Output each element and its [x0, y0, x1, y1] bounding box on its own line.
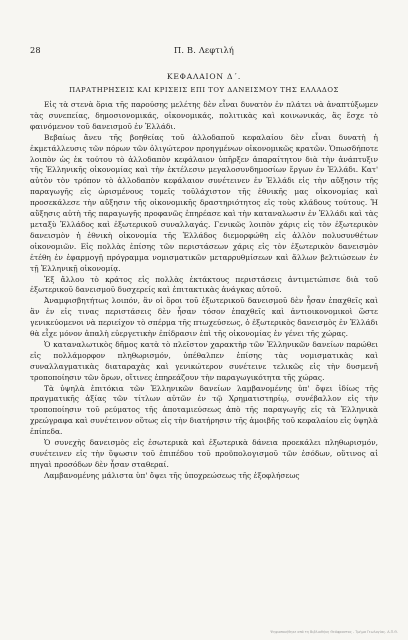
paragraph-4: Ἀναμφισβητήτως λοιπόν, ἂν οἱ ὅροι τοῦ ἐξωτερικοῦ δανεισμοῦ δὲν ἦσαν ἐπαχθεῖς καὶ ἂν ἐν εἰς τινας περιστάσεις δὲν ἦσαν τόσον ἐπαχθεῖς καὶ ἀντιοικονομικοὶ ὥστε γενικεύομενοι νὰ περιείχον τὸ σπέρμα τῆς πτωχεύσεως, ὁ ἐξωτερικὸς δανεισμὸς ἐν Ἑλλάδι θὰ εἶχε μόνον ἀπαλὴ εὐεργετικὴν ἐπίδρασιν ἐπὶ τῆς οἰκονομίας ἐν γένει τῆς χώρας.: [30, 296, 378, 339]
page-number: 28: [30, 45, 41, 55]
chapter-title: ΠΑΡΑΤΗΡΗΣΕΙΣ ΚΑΙ ΚΡΙΣΕΙΣ ΕΠΙ ΤΟΥ ΔΑΝΕΙΣΜΟΥ ΤΗΣ ΕΛΛΑΔΟΣ: [69, 86, 339, 94]
paragraph-7: Ὁ συνεχὴς δανεισμὸς εἰς ἐσωτερικὰ καὶ ἐξωτερικὰ δάνεια προεκάλει πληθωρισμόν, συνέτεινεν εἰς τὴν ὕψωσιν τοῦ ἐπιπέδου τοῦ προϋπολογισμοῦ τῶν ἐσόδων, οὕτινος αἱ πηγαὶ προσόδων δὲν ἦσαν σταθεραί.: [30, 438, 378, 469]
digitization-mark: Ψηφιοποιήθηκε από τη Βιβλιοθήκη Θεόφραστος - Τμήμα Γεωλογίας. Α.Π.Θ.: [270, 630, 398, 634]
paragraph-5: Ὁ καταναλωτικὸς δῆμος κατὰ τὸ πλεῖστον χαρακτὴρ τῶν Ἑλληνικῶν δανείων παρώθει εἰς πολλάμορφον πληθωρισμόν, ὑπέθαλπεν ἐπίσης τὰς νομισματικὰς καὶ συναλλαγματικὰς διαταραχὰς καὶ γενικώτερον συνέτεινε τελικῶς εἰς τὴν δυσμενῆ τροποποίησιν τῶν ὅρων, οἵτινες ἐπηρεάζουν τὴν παραγωγικότητα τῆς χώρας.: [30, 339, 378, 382]
chapter-heading: ΚΕΦΑΛΑΙΟΝ Δ΄.: [166, 72, 242, 81]
paragraph-6: Τὰ ὑψηλὰ ἐπιτόκια τῶν Ἑλληνικῶν δανείων λαμβανομένης ὑπ' ὄψει ἰδίως τῆς πραγματικῆς ἀξίας τῶν τίτλων αὐτῶν ἐν τῷ Χρηματιστηρίῳ, συνέβαλλον εἰς τὴν τροποποίησιν τοῦ ρεύματος τῆς ἀποταμιεύσεως ἀπὸ τῆς παραγωγῆς εἰς τὰ Ἑλληνικὰ χρεώγραφα καὶ συνέτεινον οὕτως εἰς τὴν διατήρησιν τῆς ἀμοιβῆς τοῦ κεφαλαίου εἰς ὑψηλὰ ἐπίπεδα.: [30, 383, 378, 437]
running-head: [30, 45, 378, 59]
paragraph-3: Ἐξ ἄλλου τὸ κράτος εἰς πολλὰς ἐκτάκτους περιστάσεις ἀντιμετώπισε διὰ τοῦ ἐξωτερικοῦ δανεισμοῦ δυσχερείς καὶ ἐπιτακτικὰς ἀνάγκας αὐτοῦ.: [30, 274, 378, 295]
paragraph-1: Εἰς τὰ στενὰ ὅρια τῆς παρούσης μελέτης δὲν εἶναι δυνατὸν ἐν πλάτει νὰ ἀναπτύξωμεν τὰς συνεπείας, δημοσιονομικάς, οἰκονομικάς, πολιτικὰς καὶ κοινωνικάς, ἃς ἔσχε τὸ φαινόμενον τοῦ δανεισμοῦ ἐν Ἑλλάδι.: [30, 100, 378, 131]
body-text: [30, 100, 378, 482]
running-title: Π. Β. Λεφτιλή: [174, 45, 234, 55]
paragraph-2: Βεβαίως ἄνευ τῆς βοηθείας τοῦ ἀλλοδαποῦ κεφαλαίου δὲν εἶναι δυνατὴ ἡ ἐκμετάλλευσις τῶν πόρων τῶν ὀλιγώτερον προηγμένων οἰκονομικῶς κρατῶν. Ὁπωσδήποτε λοιπὸν ὡς ἐκ τούτου τὸ ἀλλοδαπὸν κεφάλαιον ὑπῆρξεν ἀπαραίτητον διὰ τὴν ἀνάπτυξιν τῆς Ἑλληνικῆς οἰκονομίας καὶ τὴν ἐκτέλεσιν μεγαλοσυνδημοσίων ἔργων ἐν Ἑλλάδι. Κατ' αὐτὸν τὸν τρόπον τὸ ἀλλοδαπὸν κεφάλαιον συνέτεινεν ἐν Ἑλλάδι εἰς τὴν αὔξησιν τῆς παραγωγῆς εἰς ὡρισμένους τομεῖς τοῦλάχιστον τῆς ἐθνικῆς μας οἰκονομίας καὶ προσεκάλεσε τὴν αὔξησιν τῆς οἰκονομικῆς δραστηριότητος εἰς τοὺς κλάδους τούτους. Ἡ αὔξησις αὐτὴ τῆς παραγωγῆς προφανῶς ἐπηρέασε καὶ τὴν καταναλωσιν ἐν Ἑλλάδι καὶ τὰς μεταξὺ Ἑλλάδος καὶ ἐξωτερικοῦ συναλλαγάς. Γενικῶς λοιπὸν χάρις εἰς τὸν ἐξωτερικὸν δανεισμὸν ἡ ἐθνικὴ οἰκονομία τῆς Ἑλλάδος διεμορφώθη εἰς ἀλλὸν πολυσυνθέτων οἰκονομιῶν. Εἰς πολλὰς ἐπίσης τῶν περιστάσεων χάρις εἰς τὸν ἐξωτερικὸν δανεισμὸν ἐτέθη ἐν ἐφαρμογῇ πρόγραμμα νομισματικῶν μεταρρυθμίσεων καὶ ἄλλων βελτιώσεων ἐν τῇ Ἑλληνικῇ οἰκονομίᾳ.: [30, 132, 378, 273]
paragraph-8: Λαμβανομένης μάλιστα ὑπ' ὄψει τῆς ὑποχρεώσεως τῆς ἐξοφλήσεως: [44, 470, 300, 480]
